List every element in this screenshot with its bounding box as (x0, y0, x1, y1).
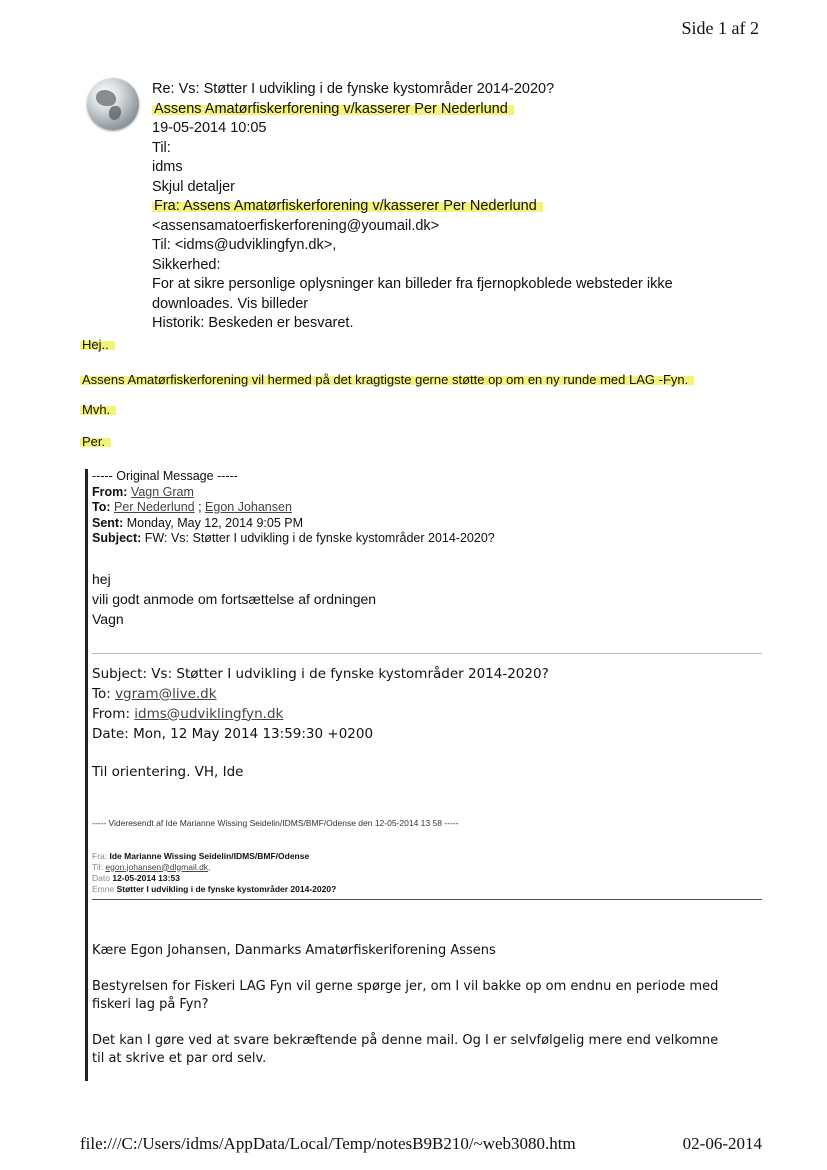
page-number: Side 1 af 2 (681, 18, 759, 38)
original-from: From: Vagn Gram (92, 484, 194, 499)
message-header (152, 80, 673, 334)
resent-line: ----- Videresendt af Ide Marianne Wissing Seidelin/IDMS/BMF/Odense den 12-05-2014 13 58 ----- (92, 817, 459, 828)
sender-name[interactable]: Assens Amatørfiskerforening v/kasserer Per Nederlund (152, 100, 673, 120)
letter-paragraph: Bestyrelsen for Fiskeri LAG Fyn vil gerne spørge jer, om I vil bakke op om endnu en periode med (92, 978, 719, 994)
original-divider: ----- Original Message ----- (92, 469, 238, 483)
divider (92, 899, 762, 900)
from-email: <assensamatoerfiskerforening@youmail.dk> (152, 217, 440, 234)
subject-line: Re: Vs: Støtter I udvikling i de fynske kystområder 2014-2020? (152, 81, 555, 97)
security-text: For at sikre personlige oplysninger kan billeder fra fjernopkoblede websteder ikke (152, 276, 673, 292)
show-images-line[interactable]: downloades. Vis billeder (152, 295, 309, 312)
resent-date: Dato 12-05-2014 13:53 (92, 872, 180, 883)
letter-salutation: Kære Egon Johansen, Danmarks Amatørfiskeriforening Assens (92, 942, 496, 958)
original-message (92, 469, 762, 1068)
forward-date: Date: Mon, 12 May 2014 13:59:30 +0200 (92, 725, 374, 742)
original-to: To: Per Nederlund ; Egon Johansen (92, 500, 292, 514)
original-from-link[interactable]: Vagn Gram (130, 484, 194, 499)
reply-greeting: Hej.. (80, 337, 115, 352)
reply-signature: Per. (80, 434, 111, 449)
reply-closing: Mvh. (80, 402, 116, 417)
globe-icon (87, 78, 139, 130)
to-line: Til: <idms@udviklingfyn.dk>, (152, 237, 337, 253)
forward-to-link[interactable]: vgram@live.dk (115, 685, 217, 702)
letter-paragraph: til at skrive et par ord selv. (92, 1050, 267, 1066)
footer-date: 02-06-2014 (682, 1134, 762, 1153)
hide-details-link[interactable]: Skjul detaljer (152, 178, 236, 195)
original-body-line: Vagn (92, 610, 124, 627)
original-body-line: hej (92, 570, 111, 587)
resent-to: Til: egon.johansen@dlgmail.dk, (92, 861, 211, 872)
forward-note: Til orientering. VH, Ide (92, 763, 244, 780)
forward-from-link[interactable]: idms@udviklingfyn.dk (134, 705, 284, 722)
letter-paragraph: fiskeri lag på Fyn? (92, 996, 209, 1012)
quote-bar (85, 469, 88, 1081)
letter-paragraph: Det kan I gøre ved at svare bekræftende på denne mail. Og I er selvfølgelig mere end velkomne (92, 1032, 719, 1048)
original-to-link-1[interactable]: Per Nederlund (114, 500, 195, 514)
divider (92, 653, 762, 654)
resent-to-link[interactable]: egon.johansen@dlgmail.dk, (105, 861, 211, 872)
footer-path: file:///C:/Users/idms/AppData/Local/Temp/notesB9B210/~web3080.htm (80, 1134, 576, 1153)
forward-from: From: idms@udviklingfyn.dk (92, 705, 284, 722)
security-label: Sikkerhed: (152, 256, 221, 273)
resent-from: Fra: Ide Marianne Wissing Seidelin/IDMS/BMF/Odense (92, 850, 310, 861)
reply-body: Assens Amatørfiskerforening vil hermed på det kragtigste gerne støtte op om en ny runde med LAG -Fyn. (80, 372, 694, 387)
message-datetime: 19-05-2014 10:05 (152, 120, 267, 136)
to-value: idms (152, 159, 183, 175)
original-sent: Sent: Monday, May 12, 2014 9:05 PM (92, 515, 303, 530)
from-line: Fra: Assens Amatørfiskerforening v/kasserer Per Nederlund (152, 197, 673, 217)
to-label: Til: (152, 139, 171, 156)
resent-subject: Emne Støtter I udvikling i de fynske kystområder 2014-2020? (92, 883, 337, 894)
original-subject: Subject: FW: Vs: Støtter I udvikling i de fynske kystområder 2014-2020? (92, 531, 495, 545)
forward-to: To: vgram@live.dk (92, 685, 217, 702)
history-line: Historik: Beskeden er besvaret. (152, 315, 354, 331)
forward-subject: Subject: Vs: Støtter I udvikling i de fynske kystområder 2014-2020? (92, 665, 549, 682)
original-to-link-2[interactable]: Egon Johansen (205, 500, 292, 514)
original-body-line: vili godt anmode om fortsættelse af ordningen (92, 590, 377, 607)
